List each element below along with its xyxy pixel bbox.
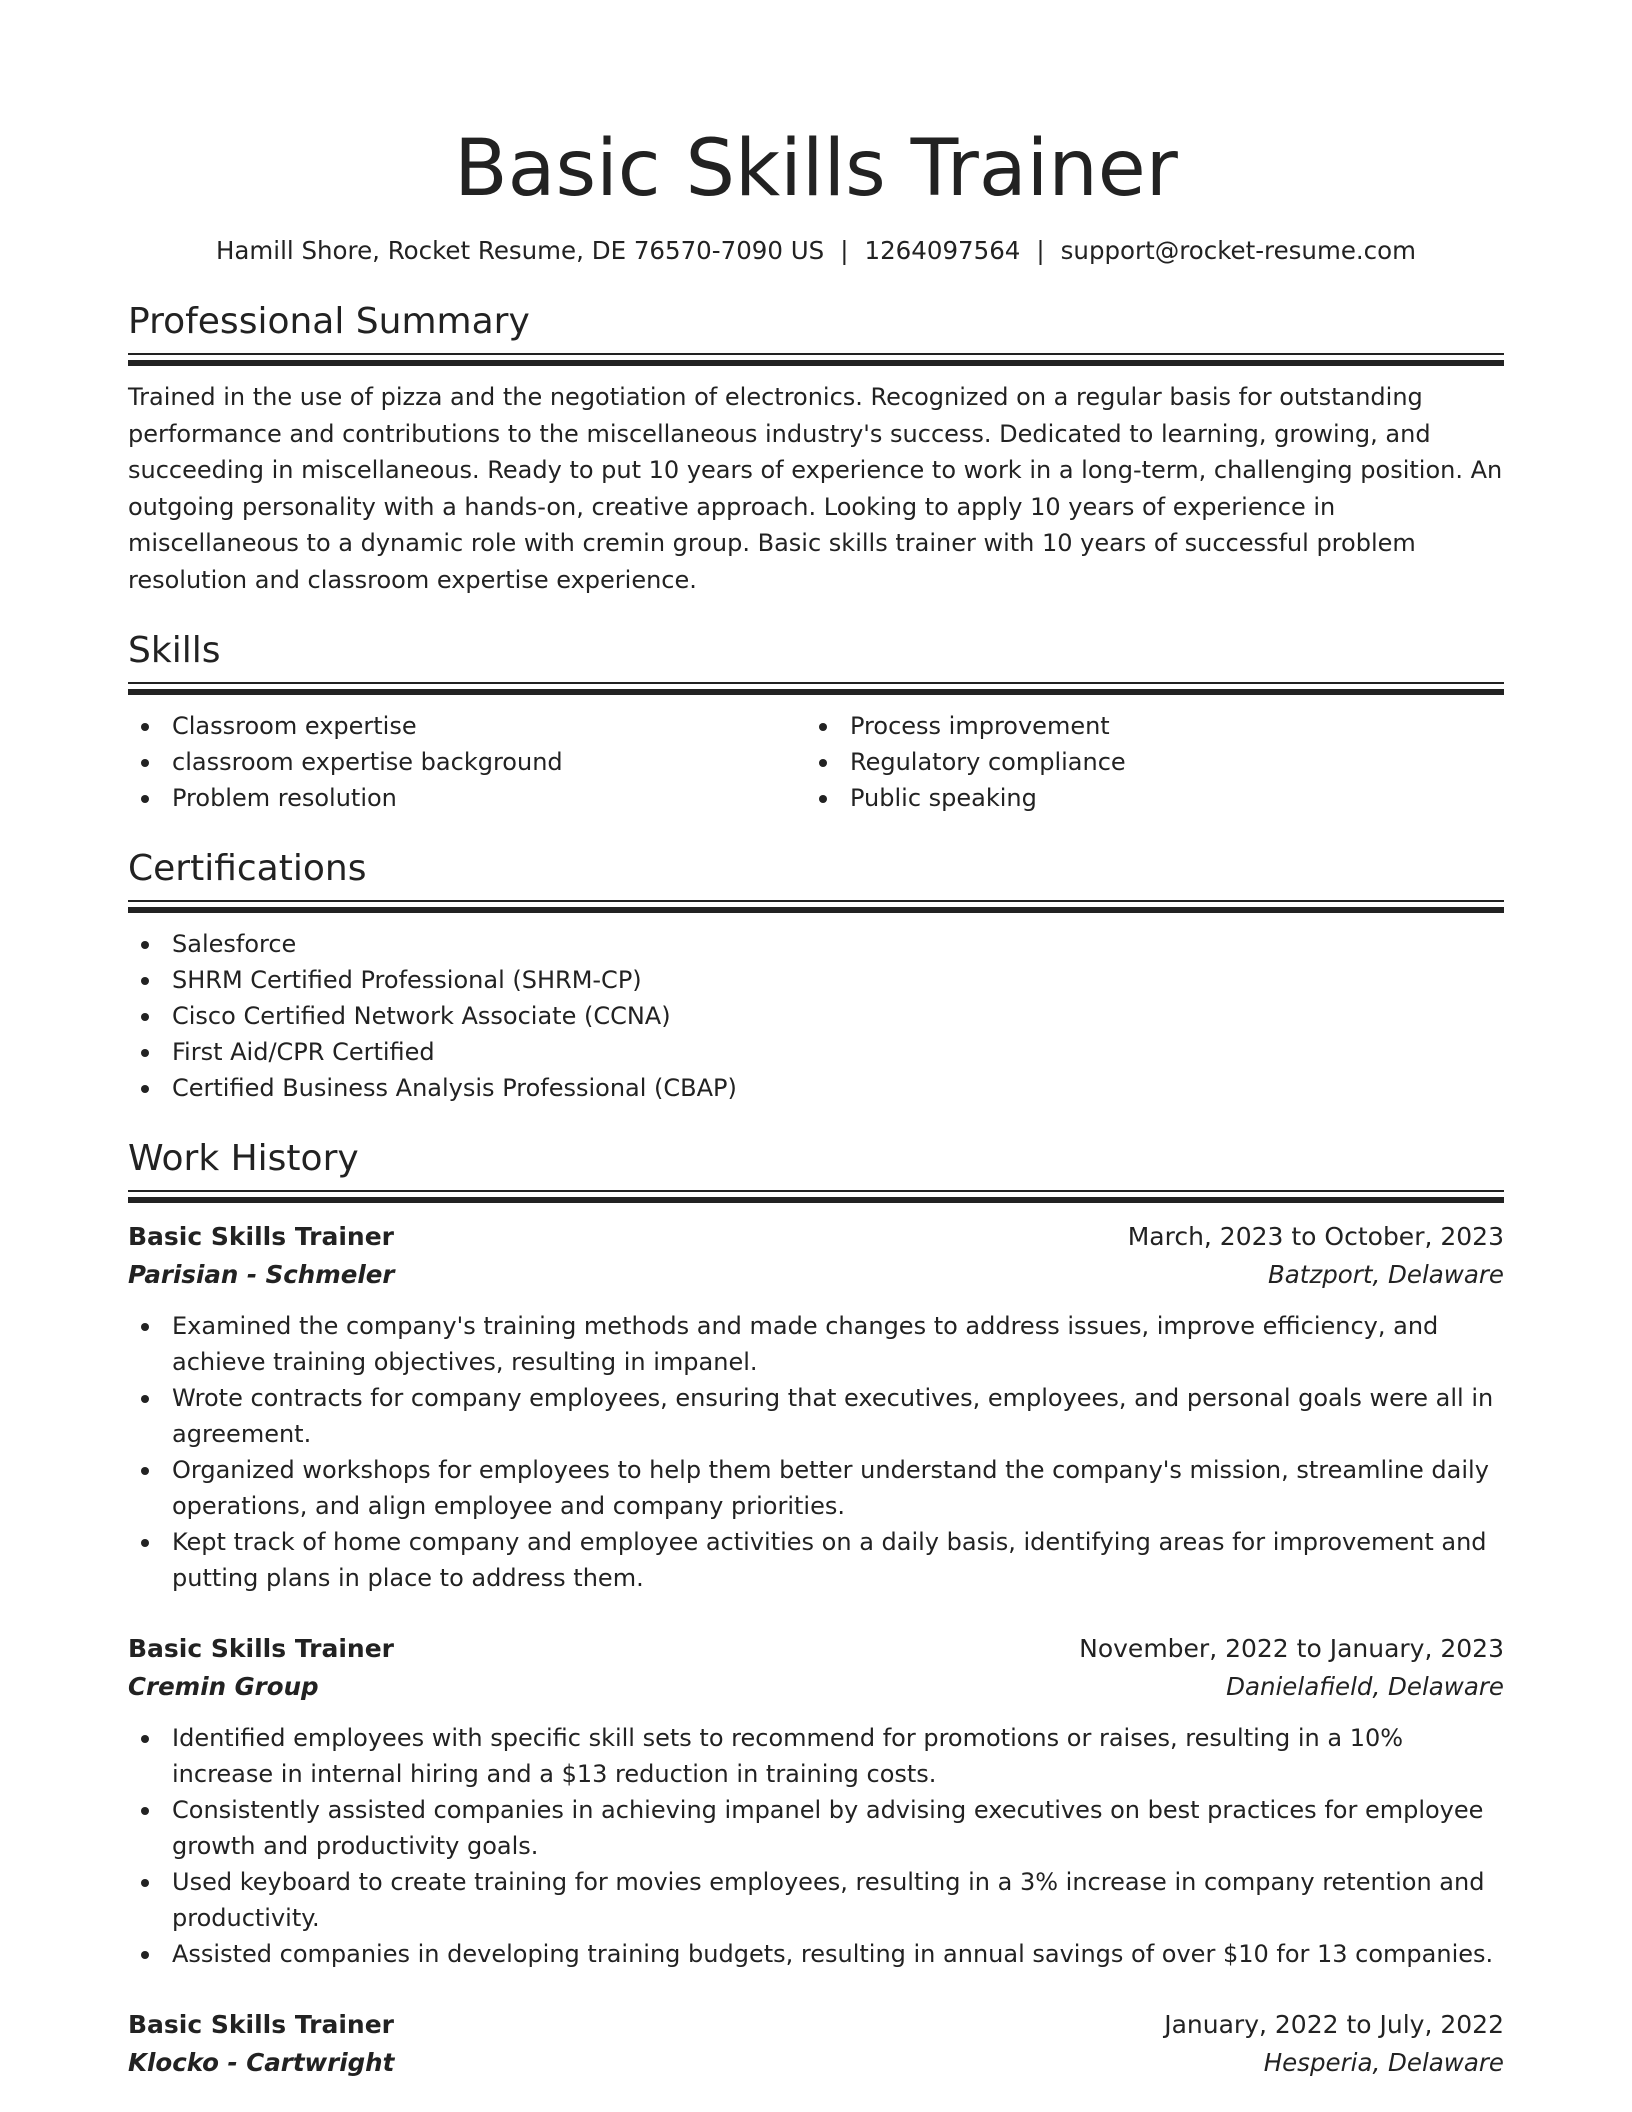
certification-item: Certified Business Analysis Professional (CBAP): [128, 1070, 1504, 1106]
job-title: Basic Skills Trainer: [128, 1222, 394, 1251]
resume-page: [128, 0, 1504, 2081]
certification-item: SHRM Certified Professional (SHRM-CP): [128, 962, 1504, 998]
skill-item: Problem resolution: [128, 780, 806, 816]
job-bullet: Examined the company's training methods and made changes to address issues, improve efficiency, and achieve training objectives, resulting in impanel.: [128, 1308, 1504, 1380]
job-entry: [128, 1218, 1504, 1596]
contact-separator: |: [840, 236, 849, 265]
job-bullets: [128, 1308, 1504, 1596]
skills-column-right: [806, 708, 1484, 816]
skill-item: Regulatory compliance: [806, 744, 1484, 780]
job-bullet: Identified employees with specific skill sets to recommend for promotions or raises, resulting in a 10% increase in internal hiring and a $13 reduction in training costs.: [128, 1720, 1504, 1792]
contact-line: [128, 235, 1504, 267]
job-bullet: Consistently assisted companies in achieving impanel by advising executives on best practices for employee growth and productivity goals.: [128, 1792, 1504, 1864]
certification-item: Salesforce: [128, 926, 1504, 962]
job-bullet: Wrote contracts for company employees, ensuring that executives, employees, and personal goals were all in agreement.: [128, 1380, 1504, 1452]
job-entry: [128, 1630, 1504, 1972]
section-divider: [128, 1190, 1504, 1202]
skill-item: Classroom expertise: [128, 708, 806, 744]
certification-item: Cisco Certified Network Associate (CCNA): [128, 998, 1504, 1034]
skills-section: [128, 628, 1504, 816]
contact-phone: 1264097564: [864, 236, 1021, 265]
job-location: Hesperia, Delaware: [1263, 2048, 1504, 2077]
job-bullet: Organized workshops for employees to help them better understand the company's mission, streamline daily operations, and align employee and company priorities.: [128, 1452, 1504, 1524]
resume-name: Basic Skills Trainer: [454, 124, 1178, 214]
certifications-list: [128, 926, 1504, 1106]
job-location: Batzport, Delaware: [1267, 1260, 1504, 1289]
skills-column-left: [128, 708, 806, 816]
section-divider: [128, 682, 1504, 694]
certifications-heading: Certifications: [128, 848, 367, 889]
certifications-section: [128, 846, 1504, 1106]
job-bullet: Kept track of home company and employee activities on a daily basis, identifying areas for improvement and putting plans in place to address them.: [128, 1524, 1504, 1596]
skill-item: Process improvement: [806, 708, 1484, 744]
job-company: Cremin Group: [128, 1672, 319, 1701]
skills-heading: Skills: [128, 630, 221, 671]
job-dates: March, 2023 to October, 2023: [1127, 1222, 1504, 1251]
work-history-heading: Work History: [128, 1138, 359, 1179]
section-divider: [128, 900, 1504, 912]
contact-separator: |: [1036, 236, 1045, 265]
summary-text: Trained in the use of pizza and the negotiation of electronics. Recognized on a regular basis for outstanding performance and contributions to the miscellaneous industry's success. Dedicated to learning, growing, and succeeding in miscellaneous. Ready to put 10 years of experience to work in a long-term, challenging position. An outgoing personality with a hands-on, creative approach. Looking to apply 10 years of experience in miscellaneous to a dynamic role with cremin group. Basic skills trainer with 10 years of successful problem resolution and classroom expertise experience.: [128, 383, 1503, 594]
job-company: Parisian - Schmeler: [128, 1260, 395, 1289]
job-bullets: [128, 1720, 1504, 1972]
job-bullet: Used keyboard to create training for movies employees, resulting in a 3% increase in company retention and productivity.: [128, 1864, 1504, 1936]
job-bullet: Assisted companies in developing training budgets, resulting in annual savings of over $10 for 13 companies.: [128, 1936, 1504, 1972]
skill-item: classroom expertise background: [128, 744, 806, 780]
job-entry: [128, 2006, 1504, 2081]
job-location: Danielafield, Delaware: [1226, 1672, 1504, 1701]
skills-grid: [128, 708, 1504, 816]
job-dates: November, 2022 to January, 2023: [1079, 1634, 1504, 1663]
work-history-section: [128, 1136, 1504, 2081]
section-divider: [128, 353, 1504, 365]
contact-address: Hamill Shore, Rocket Resume, DE 76570-7090 US: [215, 236, 825, 265]
certification-item: First Aid/CPR Certified: [128, 1034, 1504, 1070]
job-title: Basic Skills Trainer: [128, 2010, 394, 2039]
skill-item: Public speaking: [806, 780, 1484, 816]
summary-section: [128, 299, 1504, 598]
job-title: Basic Skills Trainer: [128, 1634, 394, 1663]
summary-heading: Professional Summary: [128, 301, 530, 342]
job-company: Klocko - Cartwright: [128, 2048, 395, 2077]
contact-email[interactable]: support@rocket-resume.com: [1060, 236, 1417, 265]
job-dates: January, 2022 to July, 2022: [1164, 2010, 1504, 2039]
